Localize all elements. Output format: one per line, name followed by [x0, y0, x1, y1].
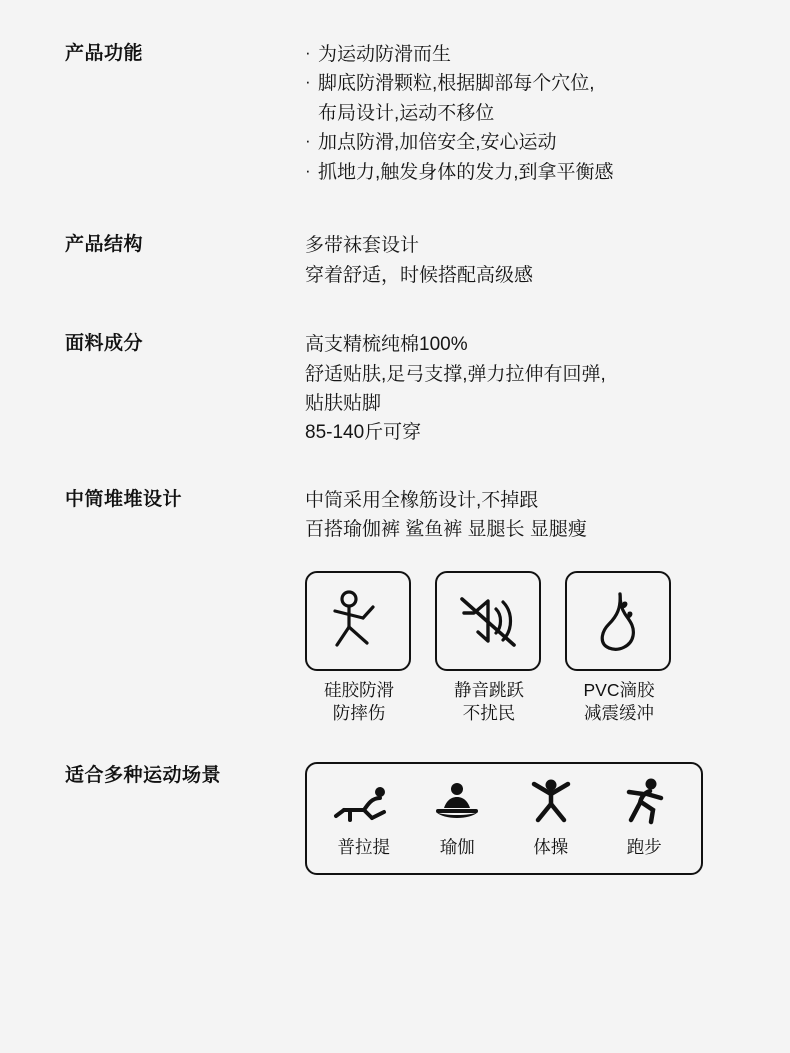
- bullet-text: 脚底防滑颗粒,根据脚部每个穴位,: [318, 73, 595, 95]
- gymnastics-icon: [507, 780, 595, 826]
- spec-row-product-function: [65, 40, 745, 187]
- scene-caption: 体操: [533, 836, 569, 857]
- spec-label: 面料成分: [65, 333, 144, 355]
- pilates-icon: [320, 780, 408, 826]
- section-gap: [65, 726, 745, 762]
- feature-icon-box: [305, 571, 411, 671]
- bullet-dot-icon: ·: [305, 160, 311, 180]
- bullet-text: 加点防滑,加倍安全,安心运动: [318, 132, 557, 154]
- bullet-dot-icon: ·: [305, 131, 311, 151]
- scene-caption: 普拉提: [337, 836, 390, 857]
- feature-caption-line1: PVC滴胶: [583, 679, 655, 700]
- spec-label: 产品功能: [65, 43, 144, 64]
- section-gap: [65, 545, 745, 571]
- spec-body: [305, 330, 745, 448]
- feature-cards-container: [305, 571, 745, 726]
- foot-cushion-icon: [589, 586, 647, 656]
- feature-cards-row: [65, 571, 745, 726]
- running-icon: [600, 780, 688, 826]
- spec-line: 百搭瑜伽裤 鲨鱼裤 显腿长 显腿瘦: [305, 519, 587, 541]
- feature-caption-line1: 静音跳跃: [454, 679, 524, 700]
- spec-body: [305, 231, 745, 290]
- feature-caption: [435, 679, 543, 726]
- scene-item-pilates: [320, 780, 408, 861]
- spec-label: 中筒堆堆设计: [65, 488, 183, 510]
- spec-line: 贴肤贴脚: [305, 392, 382, 414]
- yoga-icon: [413, 780, 501, 826]
- feature-caption-line2: 防摔伤: [332, 703, 386, 724]
- person-slip-icon: [327, 587, 389, 655]
- spec-line: 中筒采用全橡筋设计,不掉跟: [305, 489, 539, 511]
- spec-line: 舒适贴肤,足弓支撑,弹力拉伸有回弹,: [305, 363, 606, 385]
- spec-row-product-structure: [65, 231, 745, 290]
- bullet-line: [305, 40, 745, 69]
- spec-line: 高支精梳纯棉100%: [305, 334, 468, 356]
- bullet-line: [305, 158, 745, 187]
- feature-card-anti-slip: [305, 571, 413, 726]
- feature-caption: [565, 679, 673, 726]
- bullet-text: 布局设计,运动不移位: [318, 102, 495, 124]
- section-gap: [65, 187, 745, 231]
- spec-label: 适合多种运动场景: [65, 764, 222, 786]
- feature-caption-line2: 减震缓冲: [584, 703, 654, 724]
- feature-cards: [305, 571, 745, 726]
- spec-body: [305, 762, 745, 875]
- feature-icon-box: [565, 571, 671, 671]
- spec-line: 穿着舒适，时候搭配高级感: [305, 264, 534, 286]
- bullet-line: [305, 128, 745, 157]
- section-gap: [65, 290, 745, 330]
- feature-caption-line2: 不扰民: [462, 703, 516, 724]
- scene-caption: 跑步: [626, 836, 662, 857]
- spec-row-sport-scenes: [65, 762, 745, 875]
- spec-body: [305, 40, 745, 187]
- scene-caption: 瑜伽: [439, 836, 475, 857]
- spec-body: [305, 486, 745, 545]
- scene-item-running: [600, 780, 688, 861]
- feature-card-silent: [435, 571, 543, 726]
- section-gap: [65, 448, 745, 486]
- spec-label: 产品结构: [65, 234, 144, 256]
- bullet-dot-icon: ·: [305, 43, 311, 62]
- feature-icon-box: [435, 571, 541, 671]
- bullet-text: 抓地力,触发身体的发力,到拿平衡感: [318, 161, 614, 183]
- bullet-line: [305, 69, 745, 98]
- scenes-box: [305, 762, 703, 875]
- scene-item-yoga: [413, 780, 501, 861]
- mute-speaker-icon: [456, 591, 520, 651]
- spec-row-fabric-composition: [65, 330, 745, 448]
- bullet-dot-icon: ·: [305, 72, 311, 92]
- bullet-line: [305, 99, 745, 128]
- feature-caption: [305, 679, 413, 726]
- feature-caption-line1: 硅胶防滑: [324, 679, 394, 700]
- feature-card-pvc-cushion: [565, 571, 673, 726]
- spec-line: 多带袜套设计: [305, 235, 420, 257]
- scene-item-gymnastics: [507, 780, 595, 861]
- spec-row-midcalf-design: [65, 486, 745, 545]
- spec-line: 85-140斤可穿: [305, 422, 422, 444]
- bullet-text: 为运动防滑而生: [318, 44, 452, 65]
